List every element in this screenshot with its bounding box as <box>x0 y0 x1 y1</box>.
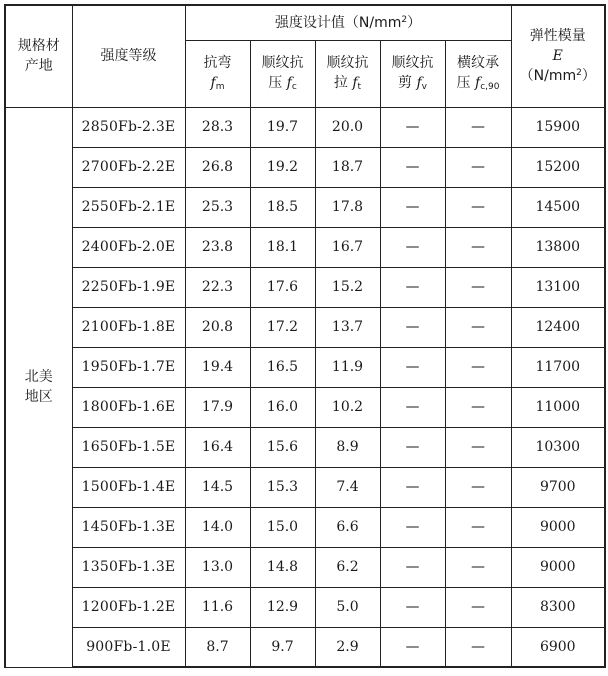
grade-cell: 1450Fb-1.3E <box>72 507 185 547</box>
modulus-cell: 12400 <box>511 307 605 347</box>
perp-compression-cell: — <box>445 227 511 267</box>
table-row <box>5 267 605 307</box>
perp-compression-cell: — <box>445 547 511 587</box>
tension-cell: 18.7 <box>315 147 380 187</box>
table-row <box>5 547 605 587</box>
bending-cell: 14.0 <box>185 507 250 547</box>
shear-cell: — <box>380 387 445 427</box>
tension-header: 顺纹抗 拉 $f_t$ <box>315 40 380 107</box>
modulus-cell: 13100 <box>511 267 605 307</box>
perp-compression-cell: — <box>445 387 511 427</box>
compression-cell: 9.7 <box>250 627 315 667</box>
table-row <box>5 627 605 667</box>
perp-compression-cell: — <box>445 267 511 307</box>
bending-cell: 28.3 <box>185 107 250 147</box>
table-row <box>5 387 605 427</box>
bending-cell: 25.3 <box>185 187 250 227</box>
lumber-strength-table <box>4 4 606 668</box>
tension-cell: 11.9 <box>315 347 380 387</box>
grade-cell: 900Fb-1.0E <box>72 627 185 667</box>
perp-compression-cell: — <box>445 147 511 187</box>
modulus-cell: 8300 <box>511 587 605 627</box>
compression-cell: 17.2 <box>250 307 315 347</box>
grade-cell: 1350Fb-1.3E <box>72 547 185 587</box>
origin-header <box>5 5 72 107</box>
perp-compression-header: 横纹承 压 $f_{c,90}$ <box>445 40 511 107</box>
shear-cell: — <box>380 427 445 467</box>
shear-cell: — <box>380 227 445 267</box>
grade-cell: 1800Fb-1.6E <box>72 387 185 427</box>
bending-cell: 19.4 <box>185 347 250 387</box>
bending-cell: 11.6 <box>185 587 250 627</box>
table-row <box>5 147 605 187</box>
table-row <box>5 507 605 547</box>
shear-cell: — <box>380 547 445 587</box>
tension-cell: 6.6 <box>315 507 380 547</box>
shear-header: 顺纹抗 剪 $f_v$ <box>380 40 445 107</box>
compression-cell: 15.3 <box>250 467 315 507</box>
bending-cell: 16.4 <box>185 427 250 467</box>
bending-header: 抗弯 $f_m$ <box>185 40 250 107</box>
tension-cell: 8.9 <box>315 427 380 467</box>
tension-cell: 2.9 <box>315 627 380 667</box>
shear-cell: — <box>380 507 445 547</box>
tension-cell: 17.8 <box>315 187 380 227</box>
bending-cell: 22.3 <box>185 267 250 307</box>
modulus-cell: 14500 <box>511 187 605 227</box>
shear-cell: — <box>380 267 445 307</box>
shear-cell: — <box>380 187 445 227</box>
grade-cell: 1500Fb-1.4E <box>72 467 185 507</box>
modulus-symbol: E <box>552 48 563 65</box>
modulus-cell: 9000 <box>511 547 605 587</box>
shear-cell: — <box>380 107 445 147</box>
table-row <box>5 187 605 227</box>
perp-compression-cell: — <box>445 427 511 467</box>
modulus-cell: 11000 <box>511 387 605 427</box>
tension-cell: 6.2 <box>315 547 380 587</box>
tension-cell: 16.7 <box>315 227 380 267</box>
tension-cell: 15.2 <box>315 267 380 307</box>
table-row <box>5 587 605 627</box>
tension-cell: 7.4 <box>315 467 380 507</box>
compression-cell: 18.1 <box>250 227 315 267</box>
perp-compression-cell: — <box>445 587 511 627</box>
compression-cell: 15.6 <box>250 427 315 467</box>
modulus-cell: 9000 <box>511 507 605 547</box>
table-row <box>5 467 605 507</box>
compression-cell: 15.0 <box>250 507 315 547</box>
grade-cell: 1650Fb-1.5E <box>72 427 185 467</box>
perp-compression-cell: — <box>445 467 511 507</box>
design-value-header: 强度设计值$(N/mm^2)$ <box>185 5 511 40</box>
perp-compression-cell: — <box>445 347 511 387</box>
tension-cell: 20.0 <box>315 107 380 147</box>
bending-cell: 8.7 <box>185 627 250 667</box>
bending-cell: 17.9 <box>185 387 250 427</box>
shear-cell: — <box>380 627 445 667</box>
compression-cell: 14.8 <box>250 547 315 587</box>
origin-header-line2: 产地 <box>24 58 53 75</box>
compression-cell: 19.7 <box>250 107 315 147</box>
compression-cell: 17.6 <box>250 267 315 307</box>
tension-cell: 5.0 <box>315 587 380 627</box>
compression-cell: 18.5 <box>250 187 315 227</box>
grade-cell: 1200Fb-1.2E <box>72 587 185 627</box>
modulus-cell: 6900 <box>511 627 605 667</box>
compression-cell: 12.9 <box>250 587 315 627</box>
bending-cell: 23.8 <box>185 227 250 267</box>
bending-cell: 26.8 <box>185 147 250 187</box>
shear-cell: — <box>380 467 445 507</box>
grade-cell: 2850Fb-2.3E <box>72 107 185 147</box>
modulus-cell: 10300 <box>511 427 605 467</box>
shear-cell: — <box>380 147 445 187</box>
modulus-cell: 13800 <box>511 227 605 267</box>
perp-compression-cell: — <box>445 627 511 667</box>
grade-cell: 2100Fb-1.8E <box>72 307 185 347</box>
bending-cell: 14.5 <box>185 467 250 507</box>
table-row <box>5 107 605 147</box>
perp-compression-cell: — <box>445 307 511 347</box>
tension-cell: 13.7 <box>315 307 380 347</box>
table-body <box>5 107 605 667</box>
modulus-cell: 11700 <box>511 347 605 387</box>
perp-compression-cell: — <box>445 107 511 147</box>
grade-header: 强度等级 <box>72 5 185 107</box>
compression-header: 顺纹抗 压 $f_c$ <box>250 40 315 107</box>
bending-cell: 13.0 <box>185 547 250 587</box>
shear-cell: — <box>380 307 445 347</box>
table-row <box>5 427 605 467</box>
grade-cell: 1950Fb-1.7E <box>72 347 185 387</box>
shear-cell: — <box>380 587 445 627</box>
grade-cell: 2550Fb-2.1E <box>72 187 185 227</box>
region-cell: 北美 地区 <box>5 107 72 667</box>
compression-cell: 16.5 <box>250 347 315 387</box>
tension-cell: 10.2 <box>315 387 380 427</box>
grade-cell: 2250Fb-1.9E <box>72 267 185 307</box>
modulus-cell: 9700 <box>511 467 605 507</box>
modulus-cell: 15200 <box>511 147 605 187</box>
grade-cell: 2700Fb-2.2E <box>72 147 185 187</box>
compression-cell: 19.2 <box>250 147 315 187</box>
modulus-cell: 15900 <box>511 107 605 147</box>
table-row <box>5 227 605 267</box>
perp-compression-cell: — <box>445 507 511 547</box>
origin-header-line1: 规格材 <box>17 37 60 54</box>
shear-cell: — <box>380 347 445 387</box>
compression-cell: 16.0 <box>250 387 315 427</box>
bending-cell: 20.8 <box>185 307 250 347</box>
perp-compression-cell: — <box>445 187 511 227</box>
grade-cell: 2400Fb-2.0E <box>72 227 185 267</box>
modulus-header: 弹性模量 E $(N/mm^2)$ <box>511 5 605 107</box>
table-row <box>5 347 605 387</box>
table-row <box>5 307 605 347</box>
